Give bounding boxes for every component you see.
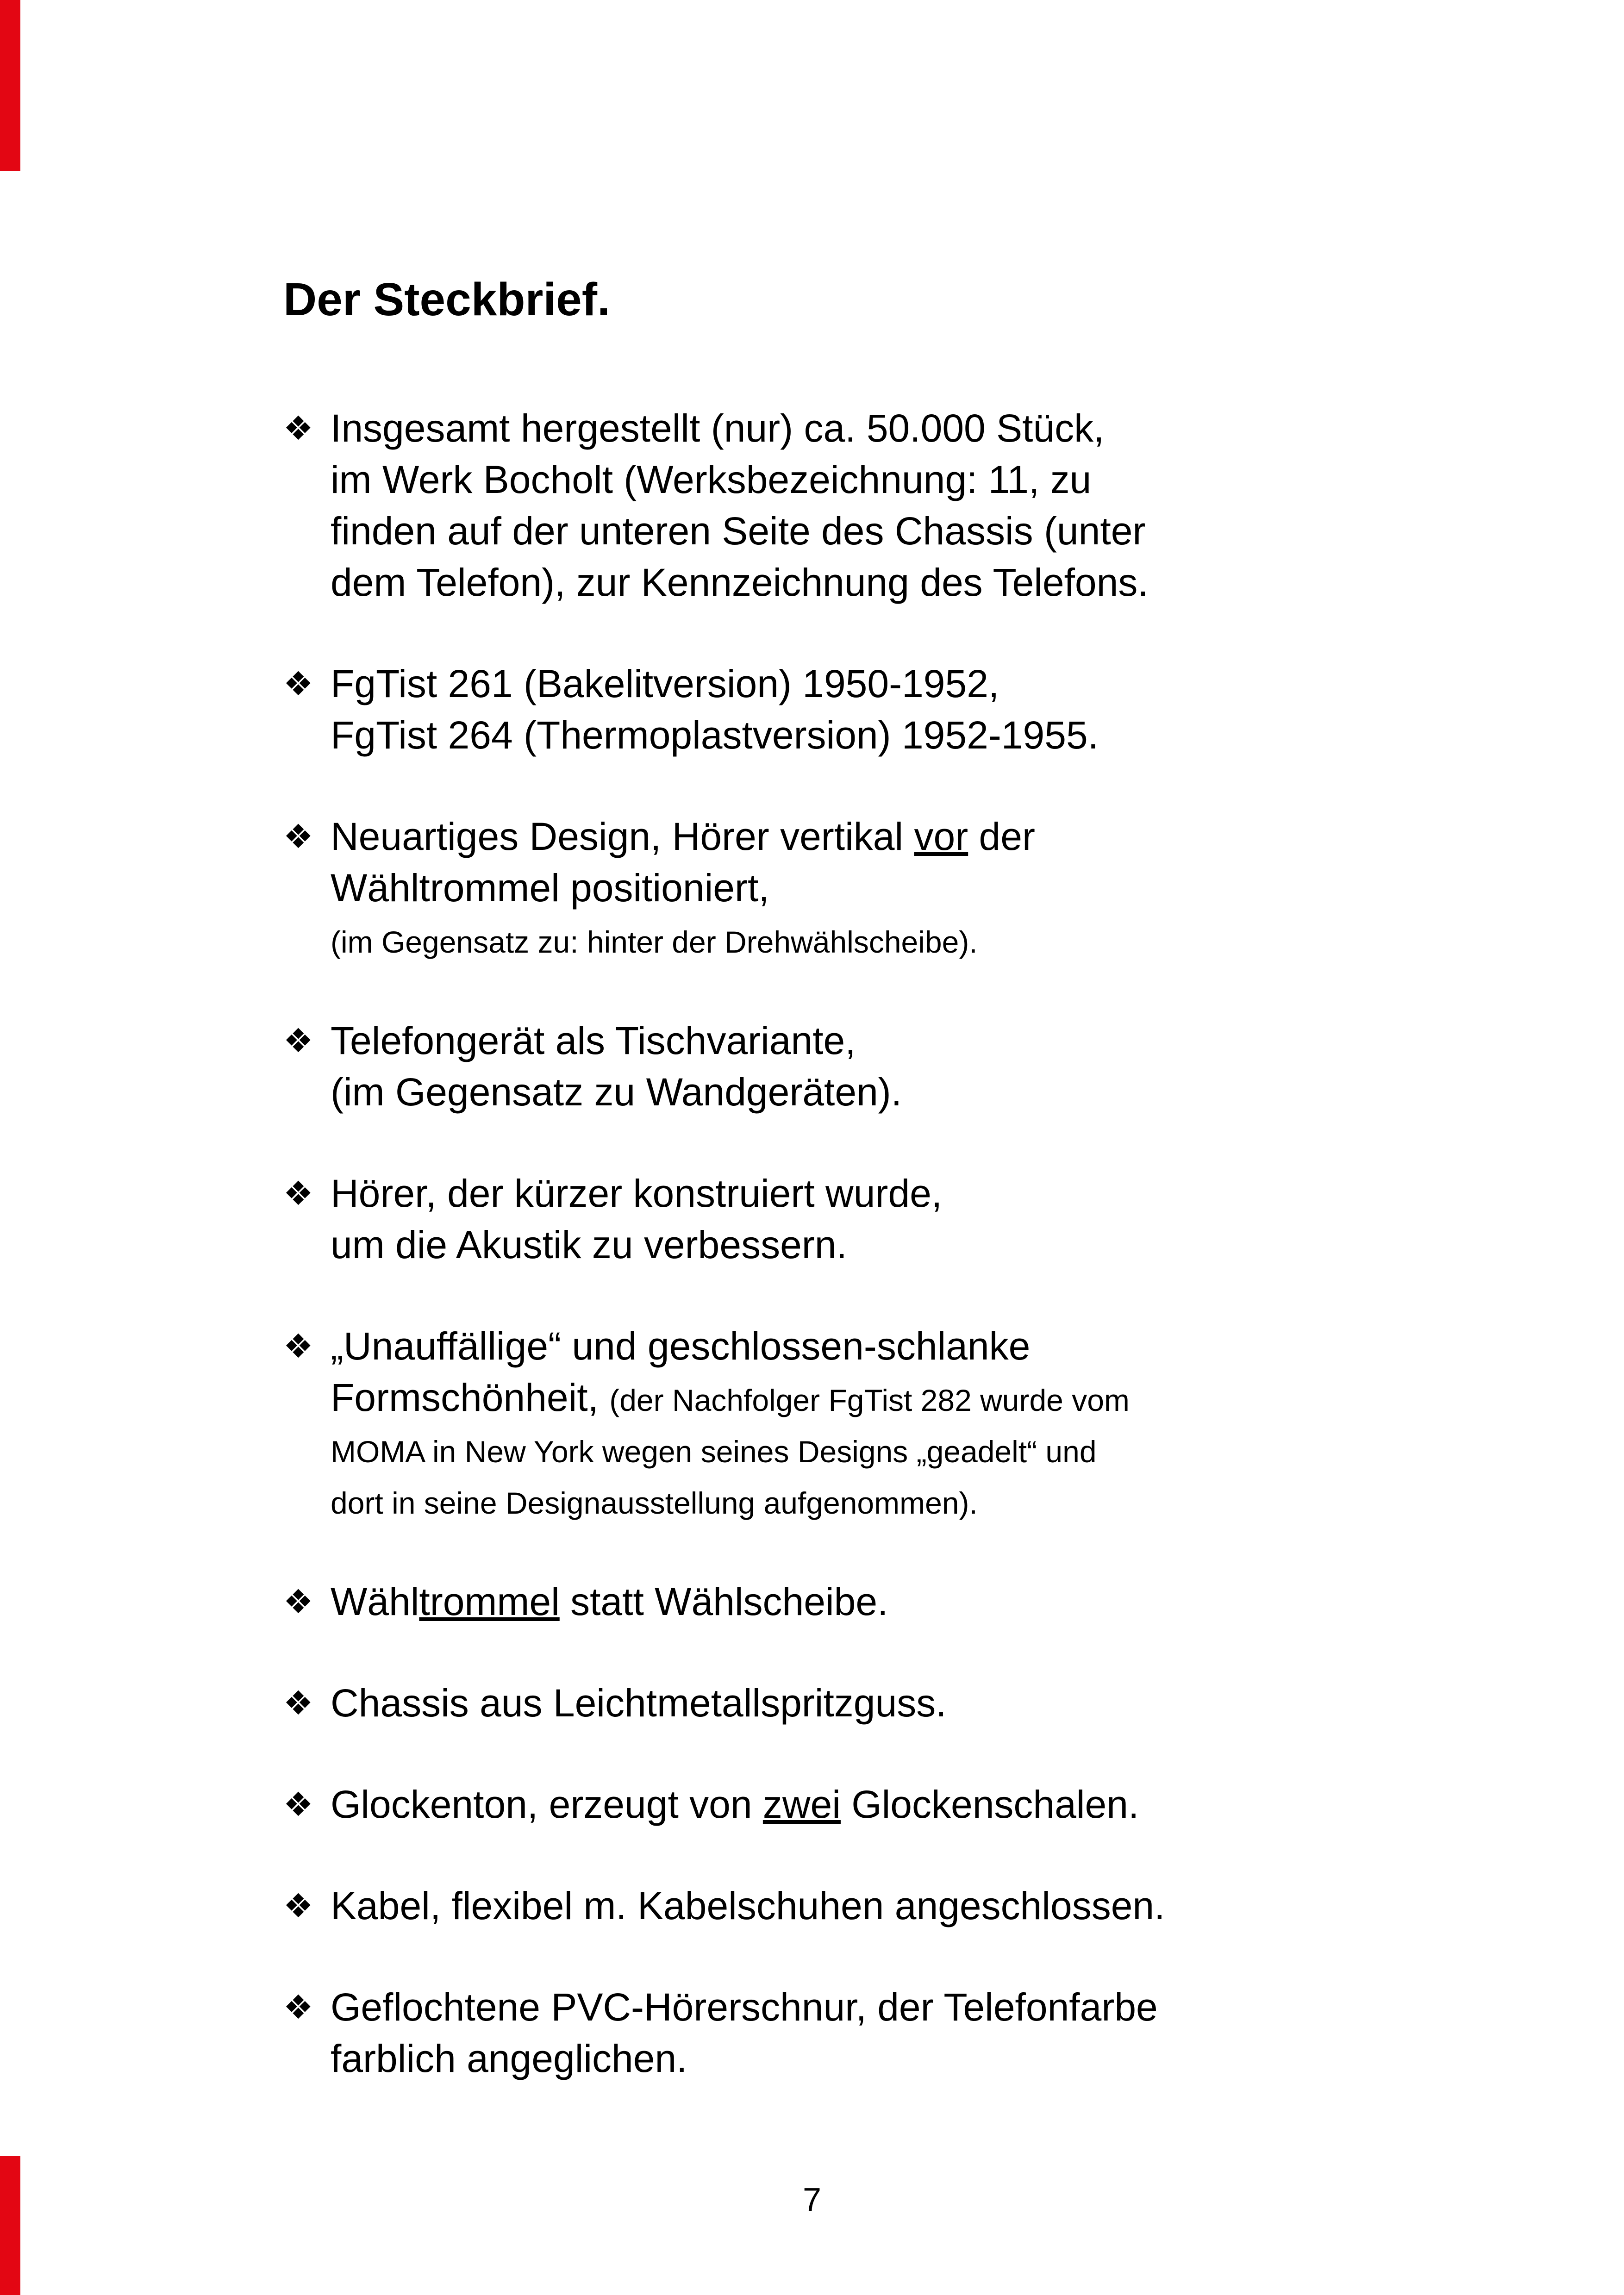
text-segment: „Unauffällige“ und geschlossen-schlanke [331,1324,1031,1368]
diamond-bullet-icon: ❖ [283,1327,313,1366]
text-segment: dem Telefon), zur Kennzeichnung des Telefons. [331,561,1149,604]
text-segment: im Werk Bocholt (Werksbezeichnung: 11, zu [331,458,1092,501]
text-segment: Wähl [331,1580,419,1623]
text-segment: Chassis aus Leichtmetallspritzguss. [331,1681,947,1725]
text-segment: Kabel, flexibel m. Kabelschuhen angeschlossen. [331,1884,1165,1927]
text-segment: Insgesamt hergestellt (nur) ca. 50.000 Stück, [331,406,1105,450]
text-segment: farblich angeglichen. [331,2037,687,2080]
diamond-bullet-icon: ❖ [283,664,313,703]
text-segment: FgTist 264 (Thermoplastversion) 1952-1955. [331,713,1099,757]
text-segment: Glockenschalen. [840,1783,1139,1826]
diamond-bullet-icon: ❖ [283,1785,313,1824]
text-segment: MOMA in New York wegen seines Designs „geadelt“ und [331,1434,1097,1469]
text-segment: finden auf der unteren Seite des Chassis (unter [331,509,1146,553]
text-segment: statt Wählscheibe. [559,1580,888,1623]
diamond-bullet-icon: ❖ [283,1684,313,1722]
diamond-bullet-icon: ❖ [283,1988,313,2027]
text-segment: zwei [762,1783,841,1826]
bullet-text [331,1880,1457,1932]
text-segment: der [968,815,1035,858]
list-item [283,658,1457,761]
list-item [283,1779,1457,1830]
bullet-text [331,1321,1457,1526]
bullet-text [331,1982,1457,2084]
bullet-text [331,658,1457,761]
bullet-list [283,403,1457,2084]
bullet-text [331,1015,1457,1118]
list-item [283,1321,1457,1526]
diamond-bullet-icon: ❖ [283,1174,313,1213]
text-segment: Formschönheit, [331,1376,610,1419]
list-item [283,1678,1457,1729]
diamond-bullet-icon: ❖ [283,1582,313,1621]
text-segment: (im Gegensatz zu Wandgeräten). [331,1070,902,1114]
text-segment: (im Gegensatz zu: hinter der Drehwählscheibe). [331,925,978,959]
text-segment: FgTist 261 (Bakelitversion) 1950-1952, [331,662,999,705]
text-segment: dort in seine Designausstellung aufgenommen). [331,1486,978,1520]
list-item [283,1880,1457,1932]
list-item [283,1168,1457,1271]
list-item [283,1576,1457,1628]
page-number: 7 [802,2182,822,2219]
list-item [283,1015,1457,1118]
page-title: Der Steckbrief. [283,274,610,325]
bullet-text [331,811,1457,965]
text-segment: trommel [419,1580,560,1623]
diamond-bullet-icon: ❖ [283,1021,313,1060]
text-segment: vor [914,815,968,858]
text-segment: (der Nachfolger FgTist 282 wurde vom [609,1383,1130,1417]
diamond-bullet-icon: ❖ [283,1886,313,1925]
text-segment: Wähltrommel positioniert, [331,866,769,910]
text-segment: Glockenton, erzeugt von [331,1783,763,1826]
bullet-text [331,1576,1457,1628]
bullet-text [331,1678,1457,1729]
text-segment: Telefongerät als Tischvariante, [331,1019,856,1062]
red-margin-mark-bottom [0,2156,20,2295]
text-segment: Neuartiges Design, Hörer vertikal [331,815,914,858]
bullet-text [331,403,1457,608]
list-item [283,403,1457,608]
list-item [283,1982,1457,2084]
diamond-bullet-icon: ❖ [283,817,313,856]
red-margin-mark-top [0,0,20,171]
text-segment: Geflochtene PVC-Hörerschnur, der Telefonfarbe [331,1985,1158,2029]
list-item [283,811,1457,965]
text-segment: Hörer, der kürzer konstruiert wurde, [331,1172,943,1215]
bullet-text [331,1779,1457,1830]
bullet-text [331,1168,1457,1271]
diamond-bullet-icon: ❖ [283,409,313,448]
text-segment: um die Akustik zu verbessern. [331,1223,847,1266]
